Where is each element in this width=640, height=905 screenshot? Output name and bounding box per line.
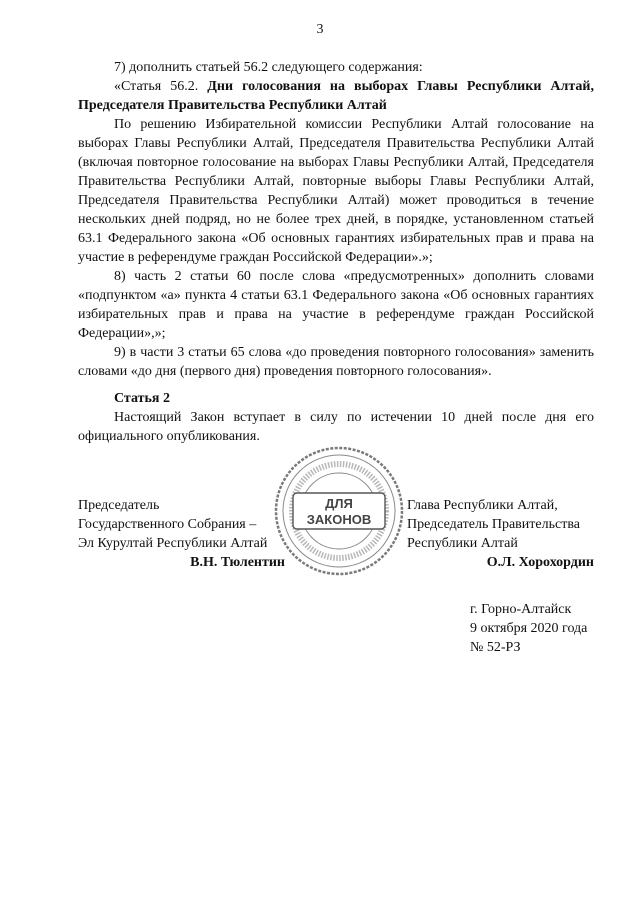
article-56-2-heading bbox=[78, 77, 594, 115]
article-56-2-prefix: «Статья 56.2. bbox=[114, 79, 208, 94]
signature-right-line3: Республики Алтай bbox=[407, 536, 518, 551]
law-number: № 52-РЗ bbox=[470, 640, 521, 655]
signature-right bbox=[407, 496, 607, 553]
signature-right-name: О.Л. Хорохордин bbox=[486, 555, 594, 570]
article-56-2-body: По решению Избирательной комиссии Республики Алтай голосование на выборах Главы Республики Алтай, Председателя Правительства Республики Алтай (включая повторное голосование на выборах Главы Республики Алтай, Председателя Правительства Республики Алтай, повторные выборы Главы Республики Алтай, Председателя Правительства Республики Алтай) может проводиться в течение нескольких дней подряд, но не более трех дней, в порядке, установленном статьей 63.1 Федерального закона «Об основных гарантиях избирательных прав и права на участие в референдуме граждан Российской Федерации».»; bbox=[78, 117, 594, 265]
item-7-intro: 7) дополнить статьей 56.2 следующего содержания: bbox=[114, 60, 423, 75]
signature-left bbox=[78, 496, 298, 553]
signature-left-line1: Председатель bbox=[78, 498, 160, 513]
stamp-text-line1: ДЛЯ bbox=[325, 496, 353, 511]
signature-right-line1: Глава Республики Алтай, bbox=[407, 498, 558, 513]
article-2-body: Настоящий Закон вступает в силу по истечении 10 дней после дня его официального опубликования. bbox=[78, 410, 594, 444]
item-9: 9) в части 3 статьи 65 слова «до проведения повторного голосования» заменить словами «до дня (первого дня) проведения повторного голосования». bbox=[78, 345, 594, 379]
article-56-2-title: Дни голосования на выборах Главы Республики Алтай, Председателя Правительства Республики Алтай bbox=[78, 79, 594, 113]
article-2-heading: Статья 2 bbox=[114, 391, 170, 406]
city: г. Горно-Алтайск bbox=[470, 602, 572, 617]
date: 9 октября 2020 года bbox=[470, 621, 588, 636]
item-8: 8) часть 2 статьи 60 после слова «предусмотренных» дополнить словами «подпунктом «а» пункта 4 статьи 63.1 Федерального закона «Об основных гарантиях избирательных прав и права на участие в референдуме граждан Российской Федерации»,»; bbox=[78, 269, 594, 341]
signature-left-line2: Государственного Собрания – bbox=[78, 517, 257, 532]
signature-right-line2: Председатель Правительства bbox=[407, 517, 580, 532]
page-number: 3 bbox=[316, 22, 324, 37]
signature-left-line3: Эл Курултай Республики Алтай bbox=[78, 536, 268, 551]
signature-left-name: В.Н. Тюлентин bbox=[190, 555, 285, 570]
stamp-text-line2: ЗАКОНОВ bbox=[306, 512, 372, 527]
place-date-block bbox=[470, 600, 620, 657]
document-body bbox=[78, 58, 594, 446]
